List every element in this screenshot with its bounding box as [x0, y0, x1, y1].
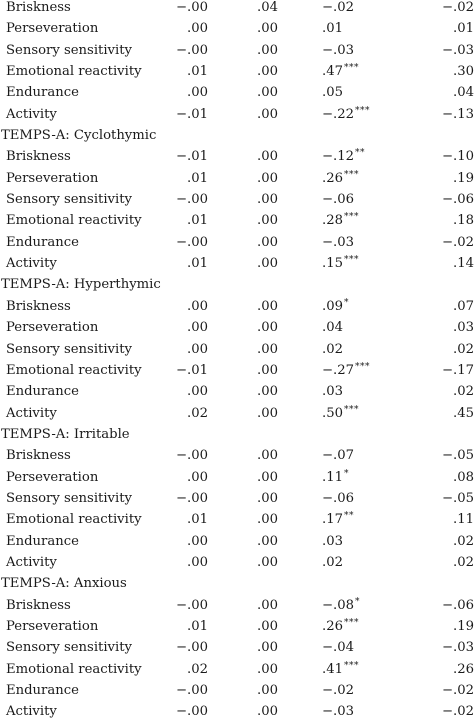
cell-c3-value: −.27 [322, 362, 355, 378]
cell-c4: .30 [453, 64, 474, 80]
cell-c3 [322, 659, 359, 682]
cell-c3-value: .02 [322, 341, 343, 357]
cell-c1: .01 [187, 512, 208, 528]
row-label: Briskness [6, 298, 71, 314]
significance-stars: *** [343, 660, 359, 671]
row-label: Sensory sensitivity [6, 42, 132, 58]
table-row [0, 637, 474, 658]
cell-c4: .14 [453, 256, 474, 272]
cell-c3 [322, 61, 359, 84]
table-row [0, 61, 474, 82]
row-label: Emotional reactivity [6, 512, 142, 528]
cell-c1: .01 [187, 64, 208, 80]
cell-c2: .00 [257, 298, 278, 314]
row-label: Activity [6, 405, 57, 421]
table-row [0, 168, 474, 189]
cell-c4: −.05 [441, 448, 474, 464]
cell-c2: .00 [257, 640, 278, 656]
cell-c1: −.00 [175, 704, 208, 720]
row-label: Sensory sensitivity [6, 341, 132, 357]
cell-c4: −.10 [441, 149, 474, 165]
cell-c3 [322, 146, 365, 169]
cell-c3 [322, 253, 359, 276]
cell-c2: .00 [257, 234, 278, 250]
table-row [0, 509, 474, 530]
cell-c1: −.00 [175, 42, 208, 58]
cell-c4: .08 [453, 469, 474, 485]
cell-c3 [322, 0, 354, 18]
cell-c4: .01 [453, 21, 474, 37]
cell-c1: −.00 [175, 597, 208, 613]
table-row [0, 296, 474, 317]
row-label: Perseveration [6, 469, 99, 485]
table-row [0, 317, 474, 338]
cell-c3 [322, 381, 343, 402]
significance-stars: * [343, 468, 349, 479]
row-label: Activity [6, 256, 57, 272]
row-label: Endurance [6, 384, 79, 400]
cell-c1: −.01 [175, 362, 208, 378]
cell-c2: .00 [257, 85, 278, 101]
row-label: Sensory sensitivity [6, 640, 132, 656]
table-row [0, 445, 474, 466]
cell-c1: .00 [187, 469, 208, 485]
row-label: Briskness [6, 448, 71, 464]
row-label: Perseveration [6, 320, 99, 336]
cell-c3-value: .09 [322, 298, 343, 314]
table-row [0, 595, 474, 616]
group-header-row [0, 274, 474, 295]
cell-c2: .00 [257, 362, 278, 378]
cell-c4: .02 [453, 341, 474, 357]
cell-c4: .02 [453, 384, 474, 400]
significance-stars: *** [355, 105, 371, 116]
cell-c2: .00 [257, 490, 278, 506]
cell-c3 [322, 595, 360, 618]
significance-stars: *** [355, 361, 371, 372]
cell-c4: −.03 [441, 42, 474, 58]
cell-c3 [322, 40, 354, 61]
cell-c3-value: −.08 [322, 597, 355, 613]
cell-c1: .00 [187, 320, 208, 336]
group-header-row [0, 424, 474, 445]
row-label: Activity [6, 106, 57, 122]
cell-c3-value: .15 [322, 256, 343, 272]
cell-c3-value: −.03 [322, 42, 355, 58]
cell-c3-value: −.06 [322, 490, 355, 506]
cell-c3 [322, 680, 354, 701]
group-label: TEMPS-A: Irritable [1, 426, 130, 442]
cell-c3 [322, 403, 359, 426]
cell-c3 [322, 616, 359, 639]
cell-c3-value: .47 [322, 64, 343, 80]
significance-stars: *** [343, 617, 359, 628]
cell-c2: .00 [257, 170, 278, 186]
cell-c3 [322, 488, 354, 509]
table-row [0, 82, 474, 103]
cell-c2: .00 [257, 213, 278, 229]
cell-c3-value: .11 [322, 469, 343, 485]
cell-c1: −.00 [175, 490, 208, 506]
cell-c2: .00 [257, 64, 278, 80]
row-label: Perseveration [6, 170, 99, 186]
row-label: Emotional reactivity [6, 64, 142, 80]
row-label: Emotional reactivity [6, 213, 142, 229]
cell-c3-value: −.06 [322, 192, 355, 208]
table-row [0, 210, 474, 231]
cell-c2: .00 [257, 405, 278, 421]
cell-c1: .00 [187, 533, 208, 549]
cell-c3-value: −.22 [322, 106, 355, 122]
cell-c2: .00 [257, 618, 278, 634]
cell-c4: .45 [453, 405, 474, 421]
significance-stars: *** [343, 169, 359, 180]
cell-c1: −.00 [175, 683, 208, 698]
significance-stars: * [343, 297, 349, 308]
cell-c4: .07 [453, 298, 474, 314]
cell-c4: .03 [453, 320, 474, 336]
significance-stars: * [355, 596, 361, 607]
table-row [0, 403, 474, 424]
significance-stars: *** [343, 255, 359, 266]
cell-c3 [322, 317, 343, 338]
group-label: TEMPS-A: Cyclothymic [1, 128, 157, 144]
cell-c3 [322, 189, 354, 210]
significance-stars: ** [343, 511, 354, 522]
table-row [0, 616, 474, 637]
row-label: Endurance [6, 533, 79, 549]
cell-c3 [322, 360, 370, 383]
cell-c4: −.17 [441, 362, 474, 378]
table-row [0, 104, 474, 125]
cell-c2: .00 [257, 256, 278, 272]
cell-c3-value: −.12 [322, 149, 355, 165]
cell-c4: .11 [453, 512, 474, 528]
cell-c2: .00 [257, 106, 278, 122]
row-label: Emotional reactivity [6, 661, 142, 677]
table-row [0, 40, 474, 61]
cell-c1: −.00 [175, 640, 208, 656]
cell-c4: .26 [453, 661, 474, 677]
cell-c4: −.02 [441, 704, 474, 720]
cell-c2: .00 [257, 192, 278, 208]
row-label: Endurance [6, 234, 79, 250]
cell-c2: .00 [257, 42, 278, 58]
cell-c1: −.01 [175, 106, 208, 122]
row-label: Briskness [6, 597, 71, 613]
table-row [0, 381, 474, 402]
cell-c1: .02 [187, 405, 208, 421]
cell-c2: .00 [257, 704, 278, 720]
cell-c4: .02 [453, 554, 474, 570]
cell-c1: .01 [187, 170, 208, 186]
cell-c4: −.02 [441, 683, 474, 698]
group-header-row [0, 125, 474, 146]
cell-c1: .00 [187, 85, 208, 101]
cell-c4: −.02 [441, 234, 474, 250]
cell-c3 [322, 232, 354, 253]
row-label: Briskness [6, 0, 71, 15]
table-row [0, 189, 474, 210]
cell-c4: .19 [453, 618, 474, 634]
cell-c2: .00 [257, 21, 278, 37]
cell-c1: .00 [187, 21, 208, 37]
significance-stars: *** [343, 63, 359, 74]
cell-c3 [322, 531, 343, 552]
row-label: Briskness [6, 149, 71, 165]
cell-c4: −.06 [441, 597, 474, 613]
significance-stars: *** [343, 212, 359, 223]
cell-c1: .00 [187, 384, 208, 400]
group-label: TEMPS-A: Hyperthymic [1, 277, 161, 293]
table-row [0, 701, 474, 722]
group-header-row [0, 573, 474, 594]
table-row [0, 531, 474, 552]
table-row [0, 680, 474, 701]
cell-c3-value: .04 [322, 320, 343, 336]
row-label: Perseveration [6, 618, 99, 634]
row-label: Endurance [6, 85, 79, 101]
cell-c4: −.06 [441, 192, 474, 208]
cell-c1: −.01 [175, 149, 208, 165]
cell-c3-value: −.03 [322, 234, 355, 250]
cell-c2: .04 [257, 0, 278, 15]
cell-c2: .00 [257, 533, 278, 549]
cell-c3 [322, 18, 343, 39]
cell-c1: −.00 [175, 192, 208, 208]
cell-c3 [322, 701, 354, 722]
cell-c3 [322, 552, 343, 573]
cell-c3-value: .26 [322, 618, 343, 634]
row-label: Activity [6, 704, 57, 720]
cell-c4: .04 [453, 85, 474, 101]
cell-c1: .01 [187, 213, 208, 229]
cell-c3 [322, 82, 343, 103]
table-row [0, 18, 474, 39]
cell-c3-value: .50 [322, 405, 343, 421]
cell-c2: .00 [257, 469, 278, 485]
cell-c2: .00 [257, 149, 278, 165]
significance-stars: *** [343, 404, 359, 415]
table-row [0, 253, 474, 274]
cell-c2: .00 [257, 512, 278, 528]
cell-c1: .02 [187, 661, 208, 677]
cell-c3-value: .05 [322, 85, 343, 101]
cell-c2: .00 [257, 384, 278, 400]
cell-c3 [322, 104, 370, 127]
cell-c4: .02 [453, 533, 474, 549]
table-row [0, 360, 474, 381]
cell-c2: .00 [257, 320, 278, 336]
cell-c3 [322, 210, 359, 233]
cell-c3 [322, 339, 343, 360]
cell-c3-value: −.02 [322, 683, 355, 698]
cell-c4: .18 [453, 213, 474, 229]
cell-c1: .00 [187, 554, 208, 570]
cell-c4: −.03 [441, 640, 474, 656]
table-row [0, 339, 474, 360]
cell-c4: −.05 [441, 490, 474, 506]
cell-c2: .00 [257, 683, 278, 698]
table-row [0, 552, 474, 573]
cell-c3-value: −.07 [322, 448, 355, 464]
cell-c3-value: .03 [322, 533, 343, 549]
table-row [0, 467, 474, 488]
row-label: Perseveration [6, 21, 99, 37]
cell-c3-value: .02 [322, 554, 343, 570]
cell-c1: −.00 [175, 234, 208, 250]
cell-c3-value: .26 [322, 170, 343, 186]
cell-c3 [322, 445, 354, 466]
significance-stars: ** [355, 148, 366, 159]
row-label: Sensory sensitivity [6, 192, 132, 208]
table-row [0, 146, 474, 167]
table-row [0, 488, 474, 509]
cell-c3-value: −.04 [322, 640, 355, 656]
cell-c1: −.00 [175, 448, 208, 464]
cell-c1: .01 [187, 256, 208, 272]
cell-c3 [322, 296, 349, 319]
cell-c1: .00 [187, 298, 208, 314]
cell-c3 [322, 509, 354, 532]
table-row [0, 659, 474, 680]
cell-c3 [322, 637, 354, 658]
cell-c3-value: −.03 [322, 704, 355, 720]
cell-c1: .01 [187, 618, 208, 634]
row-label: Emotional reactivity [6, 362, 142, 378]
table-row [0, 0, 474, 18]
cell-c3 [322, 467, 349, 490]
cell-c3-value: −.02 [322, 0, 355, 15]
cell-c2: .00 [257, 341, 278, 357]
cell-c1: −.00 [175, 0, 208, 15]
row-label: Activity [6, 554, 57, 570]
cell-c2: .00 [257, 554, 278, 570]
row-label: Sensory sensitivity [6, 490, 132, 506]
cell-c3-value: .17 [322, 512, 343, 528]
cell-c3-value: .01 [322, 21, 343, 37]
cell-c2: .00 [257, 448, 278, 464]
cell-c4: .19 [453, 170, 474, 186]
cell-c2: .00 [257, 661, 278, 677]
row-label: Endurance [6, 683, 79, 698]
cell-c3 [322, 168, 359, 191]
cell-c1: .00 [187, 341, 208, 357]
cell-c2: .00 [257, 597, 278, 613]
cell-c4: −.02 [441, 0, 474, 15]
table-row [0, 232, 474, 253]
group-label: TEMPS-A: Anxious [1, 576, 127, 592]
cell-c3-value: .41 [322, 661, 343, 677]
cell-c3-value: .28 [322, 213, 343, 229]
cell-c4: −.13 [441, 106, 474, 122]
cell-c3-value: .03 [322, 384, 343, 400]
